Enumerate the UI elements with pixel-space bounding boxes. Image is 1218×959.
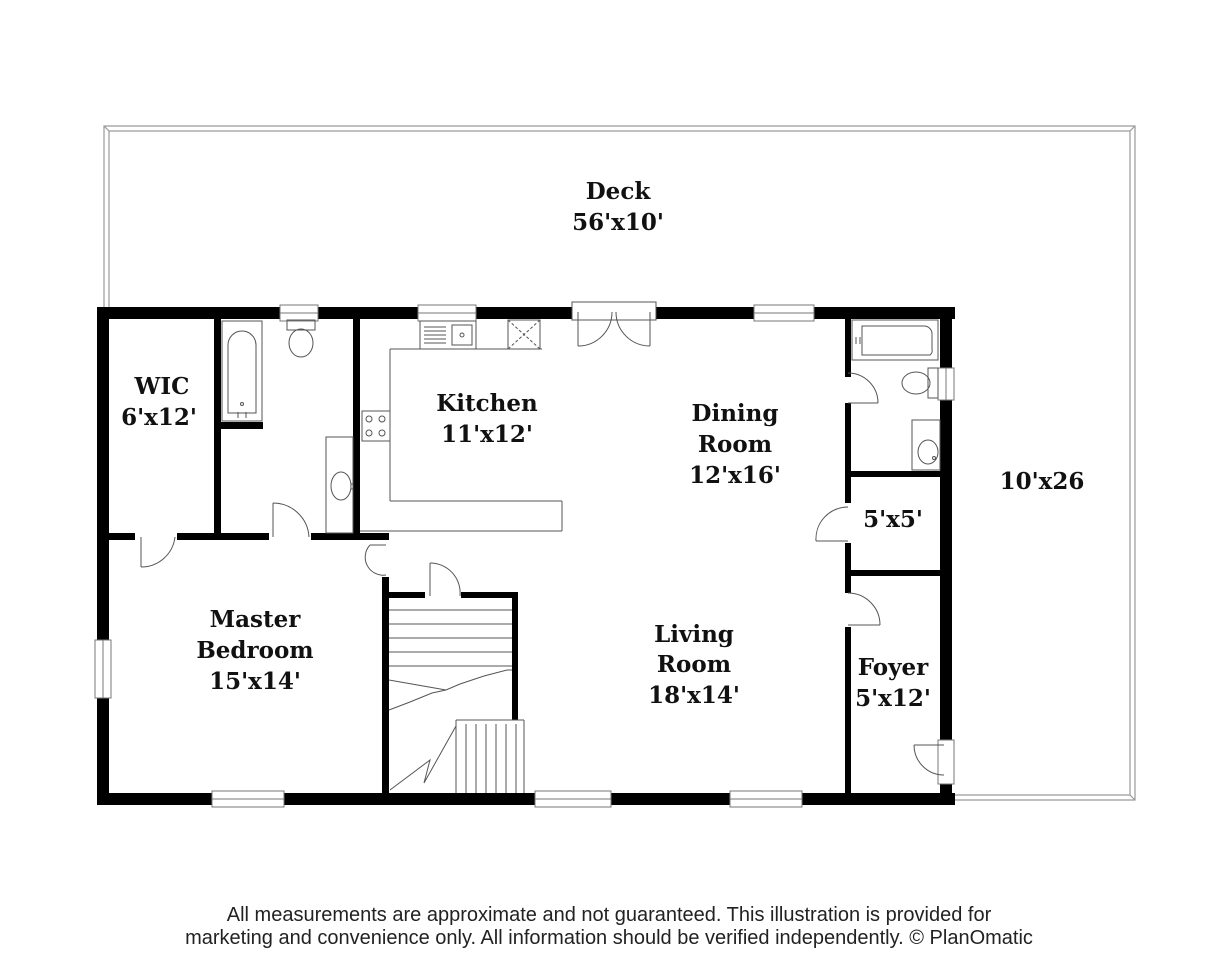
dining-name-line2: Room (697, 431, 773, 458)
living-name-line2: Room (656, 651, 732, 678)
disclaimer (0, 904, 1218, 950)
kitchen-name: Kitchen (436, 390, 538, 417)
deck-size: 56'x10' (572, 209, 664, 236)
right-bath-fixtures (852, 320, 940, 470)
master-name-line1: Master (209, 606, 301, 633)
dining-name-line1: Dining (691, 400, 779, 427)
master-name-line2: Bedroom (196, 637, 314, 664)
side-deck-size: 10'x26 (999, 468, 1085, 495)
front-door (914, 740, 954, 784)
wic-size: 6'x12' (121, 404, 197, 431)
kitchen-size: 11'x12' (441, 421, 533, 448)
exterior-walls (97, 307, 955, 805)
foyer-name: Foyer (857, 654, 929, 681)
living-name-line1: Living (654, 621, 734, 648)
master-size: 15'x14' (209, 668, 301, 695)
closet-size: 5'x5' (863, 506, 923, 533)
disclaimer-line-1: All measurements are approximate and not guaranteed. This illustration is provided for (226, 904, 992, 926)
staircase (389, 610, 524, 793)
wic-name: WIC (134, 373, 190, 400)
deck-door (572, 302, 656, 346)
deck-name: Deck (585, 178, 651, 205)
dining-size: 12'x16' (689, 462, 781, 489)
living-size: 18'x14' (648, 682, 740, 709)
foyer-size: 5'x12' (855, 685, 931, 712)
disclaimer-line-2: marketing and convenience only. All information should be verified independently. © PlanOmatic (185, 927, 1033, 949)
